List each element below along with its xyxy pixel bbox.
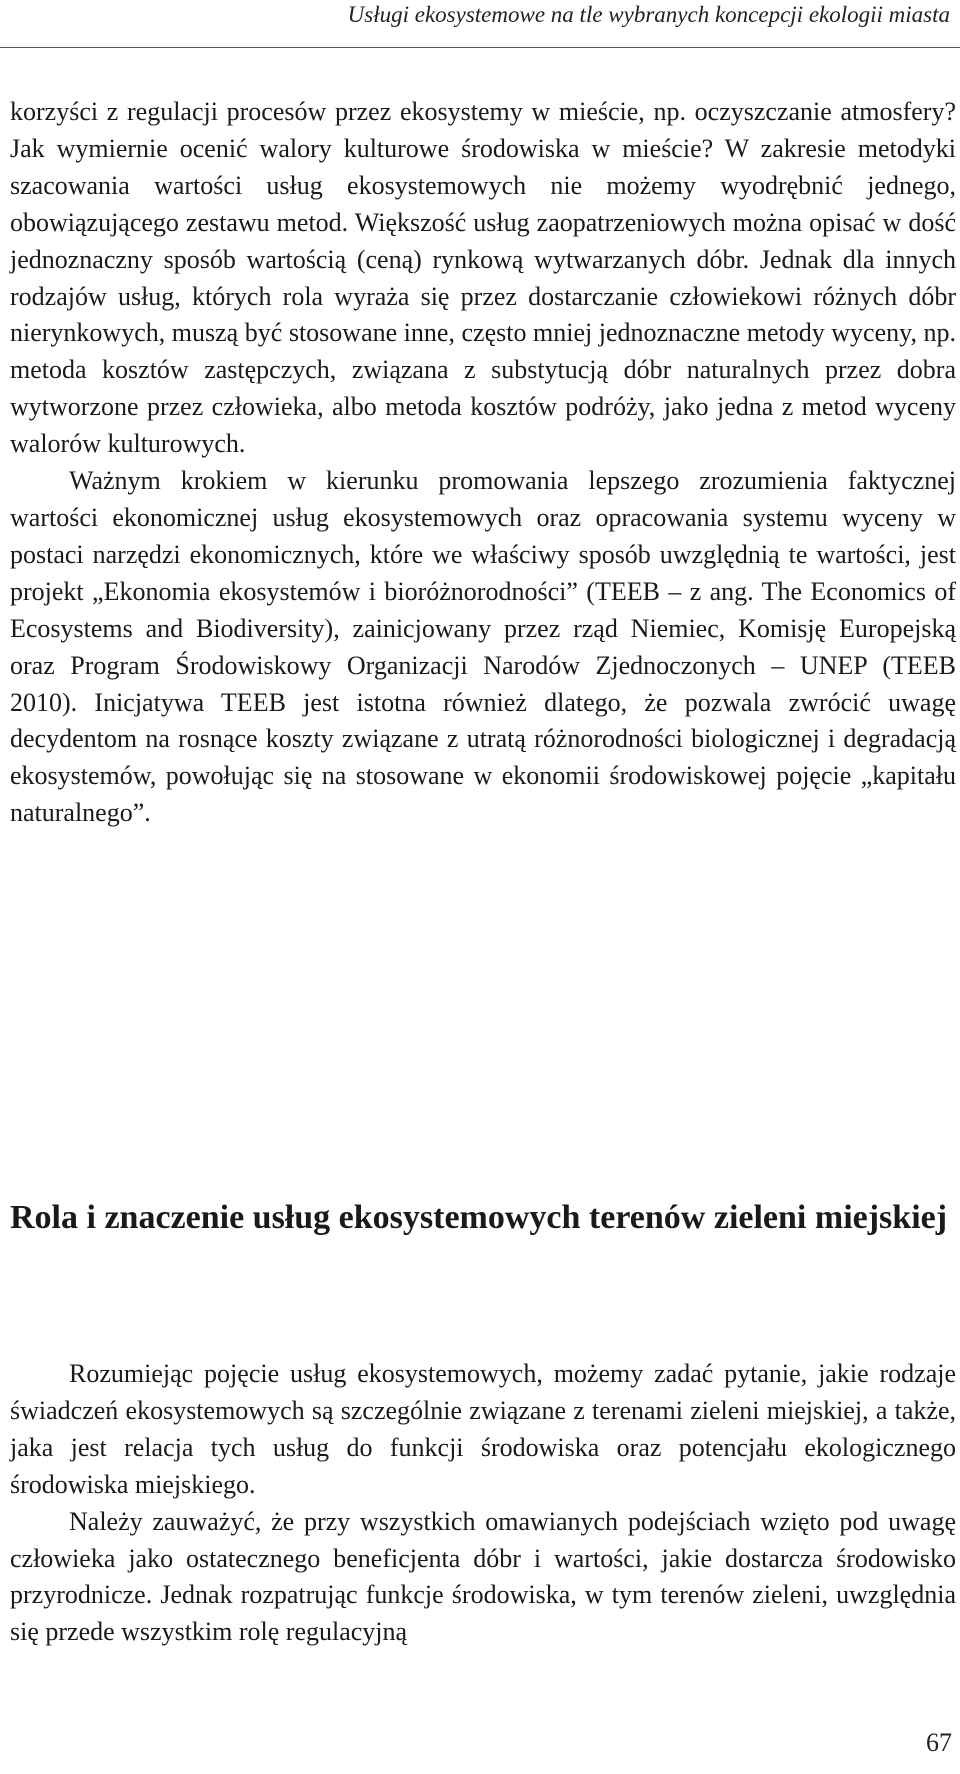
section-heading: Rola i znaczenie usług ekosystemowych terenów zieleni miejskiej [10,1199,948,1236]
header-divider [0,47,960,48]
paragraph-teeb: Ważnym krokiem w kierunku promowania lepszego zrozumienia faktycznej wartości ekonomicznej usług ekosystemowych oraz opracowania systemu wyceny w postaci narzędzi ekonomicznych, które we właściwy sposób uwzględnią te wartości, jest projekt „Ekonomia ekosystemów i bioróżnorodności” (TEEB – z ang. The Economics of Ecosystems and Biodiversity), zainicjowany przez rząd Niemiec, Komisję Europejską oraz Program Środowiskowy Organizacji Narodów Zjednoczonych – UNEP (TEEB 2010). Inicjatywa TEEB jest istotna również dlatego, że pozwala zwrócić uwagę decydentom na rosnące koszty związane z utratą różnorodności biologicznej i degradacją ekosystemów, powołując się na stosowane w ekonomii środowiskowej pojęcie „kapitału naturalnego”. [10,466,956,828]
running-header: Usługi ekosystemowe na tle wybranych koncepcji ekologii miasta [347,2,950,27]
page-number: 67 [926,1728,952,1757]
body-text-top [10,94,956,832]
paragraph-beneficiary: Należy zauważyć, że przy wszystkich omawianych podejściach wzięto pod uwagę człowieka jako ostatecznego beneficjenta dóbr i wartości, jakie dostarcza środowisko przyrodnicze. Jednak rozpatrując funkcje środowiska, w tym terenów zieleni, uwzględnia się przede wszystkim rolę regulacyjną [10,1506,956,1647]
paragraph-continued: korzyści z regulacji procesów przez ekosystemy w mieście, np. oczyszczanie atmosfery? Jak wymiernie ocenić walory kulturowe środowiska w mieście? W zakresie metodyki szacowania wartości usług ekosystemowych nie możemy wyodrębnić jednego, obowiązującego zestawu metod. Większość usług zaopatrzeniowych można opisać w dość jednoznaczny sposób wartością (ceną) rynkową wytwarzanych dóbr. Jednak dla innych rodzajów usług, których rola wyraża się przez dostarczanie człowiekowi różnych dóbr nierynkowych, muszą być stosowane inne, często mniej jednoznaczne metody wyceny, np. metoda kosztów zastępczych, związana z substytucją dóbr naturalnych przez dobra wytworzone przez człowieka, albo metoda kosztów podróży, jako jedna z metod wyceny walorów kulturowych. [10,97,956,459]
paragraph-question: Rozumiejąc pojęcie usług ekosystemowych, możemy zadać pytanie, jakie rodzaje świadczeń ekosystemowych są szczególnie związane z terenami zieleni miejskiej, a także, jaka jest relacja tych usług do funkcji środowiska oraz potencjału ekologicznego środowiska miejskiego. [10,1359,956,1499]
body-text-bottom [10,1356,956,1651]
